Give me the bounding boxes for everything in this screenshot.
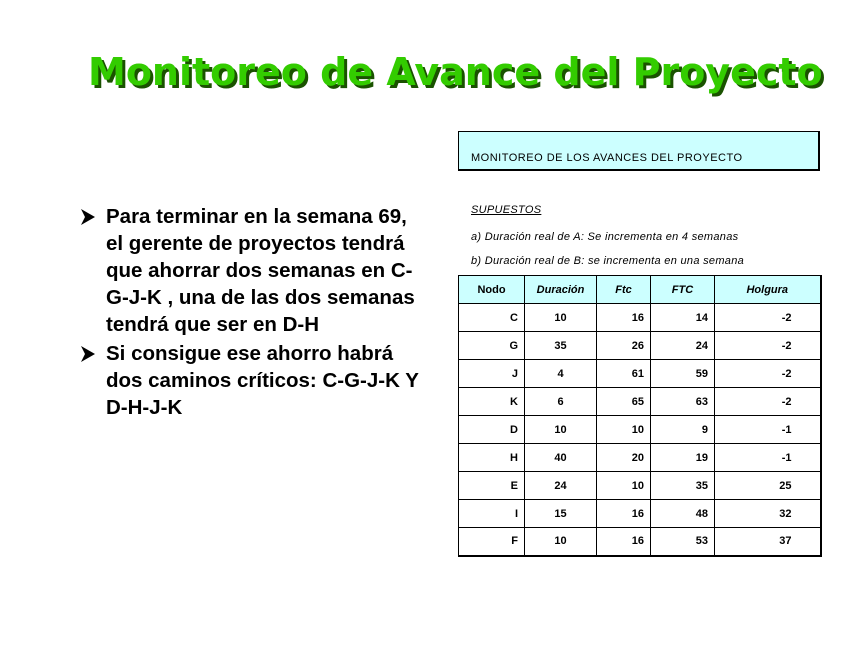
column-header: Nodo <box>459 276 525 304</box>
table-cell: 37 <box>715 528 821 556</box>
column-header: Holgura <box>715 276 821 304</box>
table-header-row <box>459 276 821 304</box>
bullet-list <box>80 203 420 423</box>
table-cell: 10 <box>525 304 597 332</box>
table-cell: 14 <box>651 304 715 332</box>
supuestos-label: SUPUESTOS <box>471 204 542 216</box>
table-cell: 32 <box>715 500 821 528</box>
table-row <box>459 444 821 472</box>
table-cell: 16 <box>597 304 651 332</box>
table-row <box>459 500 821 528</box>
data-table <box>458 275 822 557</box>
table-cell: J <box>459 360 525 388</box>
table-cell: 63 <box>651 388 715 416</box>
table-cell: 35 <box>651 472 715 500</box>
table-cell: 16 <box>597 500 651 528</box>
column-header: Duración <box>525 276 597 304</box>
table-cell: F <box>459 528 525 556</box>
table-row <box>459 388 821 416</box>
table-cell: -1 <box>715 416 821 444</box>
table-row <box>459 304 821 332</box>
table-cell: -2 <box>715 360 821 388</box>
table-cell: 16 <box>597 528 651 556</box>
column-header: Ftc <box>597 276 651 304</box>
table-cell: 10 <box>597 472 651 500</box>
table-cell: 20 <box>597 444 651 472</box>
table-cell: G <box>459 332 525 360</box>
table-cell: E <box>459 472 525 500</box>
table-cell: H <box>459 444 525 472</box>
arrow-bullet-icon <box>80 345 96 363</box>
supuesto-b: b) Duración real de B: se incrementa en una semana <box>471 255 745 267</box>
table-cell: 19 <box>651 444 715 472</box>
table-row <box>459 332 821 360</box>
table-cell: K <box>459 388 525 416</box>
table-cell: 15 <box>525 500 597 528</box>
table-cell: 40 <box>525 444 597 472</box>
table-cell: 10 <box>525 416 597 444</box>
table-cell: -2 <box>715 332 821 360</box>
table-cell: 35 <box>525 332 597 360</box>
column-header: FTC <box>651 276 715 304</box>
table-cell: 10 <box>525 528 597 556</box>
table-cell: 25 <box>715 472 821 500</box>
table-cell: 59 <box>651 360 715 388</box>
table-cell: 10 <box>597 416 651 444</box>
table-row <box>459 416 821 444</box>
panel-header <box>458 131 820 171</box>
page-title: Monitoreo de Avance del Proyecto <box>88 50 823 94</box>
table-cell: 24 <box>525 472 597 500</box>
table-cell: 9 <box>651 416 715 444</box>
table-cell: 26 <box>597 332 651 360</box>
table-row <box>459 528 821 556</box>
bullet-item <box>80 203 420 338</box>
table-cell: C <box>459 304 525 332</box>
table-cell: 65 <box>597 388 651 416</box>
table-cell: 53 <box>651 528 715 556</box>
table-cell: D <box>459 416 525 444</box>
table-row <box>459 360 821 388</box>
supuesto-a: a) Duración real de A: Se incrementa en 4 semanas <box>471 231 739 243</box>
table-cell: 61 <box>597 360 651 388</box>
table-cell: -2 <box>715 388 821 416</box>
table-cell: 6 <box>525 388 597 416</box>
table-cell: 4 <box>525 360 597 388</box>
table-cell: 24 <box>651 332 715 360</box>
table-cell: -2 <box>715 304 821 332</box>
arrow-bullet-icon <box>80 208 96 226</box>
bullet-text: Para terminar en la semana 69, el gerente de proyectos tendrá que ahorrar dos semanas en C-G-J-K , una de las dos semanas tendrá que ser en D-H <box>106 205 415 336</box>
bullet-text: Si consigue ese ahorro habrá dos caminos críticos: C-G-J-K Y D-H-J-K <box>106 342 419 419</box>
table-cell: -1 <box>715 444 821 472</box>
table-cell: 48 <box>651 500 715 528</box>
panel-header-text: MONITOREO DE LOS AVANCES DEL PROYECTO <box>471 152 743 164</box>
bullet-item <box>80 340 420 421</box>
table-cell: I <box>459 500 525 528</box>
table-row <box>459 472 821 500</box>
